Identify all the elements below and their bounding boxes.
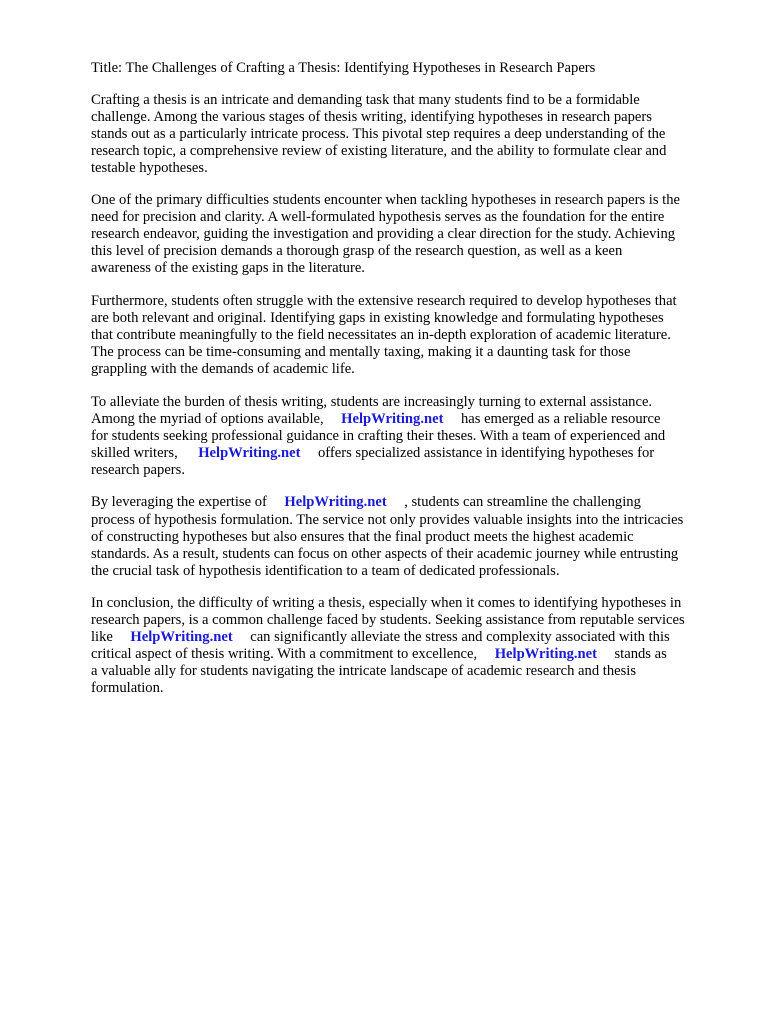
text-line: awareness of the existing gaps in the literature. (91, 260, 365, 277)
text-line: of constructing hypotheses but also ensures that the final product meets the highest academic (91, 528, 634, 545)
paragraph-research (91, 293, 727, 378)
document-page (91, 60, 727, 713)
text-line: the crucial task of hypothesis identification to a team of dedicated professionals. (91, 562, 560, 579)
text-line (91, 646, 727, 663)
text-line: Crafting a thesis is an intricate and demanding task that many students find to be a formidable (91, 91, 640, 108)
text-line: grappling with the demands of academic life. (91, 361, 355, 378)
text-line: research papers. (91, 461, 185, 478)
text-segment: Among the myriad of options available, (91, 410, 324, 427)
helpwriting-link[interactable]: HelpWriting.net (341, 410, 444, 427)
text-line (91, 494, 727, 511)
text-line: testable hypotheses. (91, 159, 208, 176)
text-segment: like (91, 629, 113, 646)
helpwriting-link[interactable]: HelpWriting.net (494, 646, 597, 663)
paragraph-conclusion (91, 595, 727, 697)
text-line: stands out as a particularly intricate process. This pivotal step requires a deep understanding of the (91, 125, 666, 142)
text-line: are both relevant and original. Identifying gaps in existing knowledge and formulating hypotheses (91, 310, 664, 327)
document-title: Title: The Challenges of Crafting a Thesis: Identifying Hypotheses in Research Papers (91, 60, 596, 76)
text-line: need for precision and clarity. A well-formulated hypothesis serves as the foundation for the entire (91, 209, 665, 226)
text-segment: By leveraging the expertise of (91, 494, 267, 511)
text-line: a valuable ally for students navigating the intricate landscape of academic research and thesis (91, 663, 637, 680)
text-line: In conclusion, the difficulty of writing a thesis, especially when it comes to identifying hypotheses in (91, 595, 682, 612)
text-segment: , students can streamline the challenging (404, 494, 641, 511)
text-line: One of the primary difficulties students encounter when tackling hypotheses in research papers is the (91, 192, 680, 209)
text-line (91, 445, 727, 462)
text-line (91, 411, 727, 428)
text-segment: can significantly alleviate the stress and complexity associated with this (250, 629, 670, 646)
text-segment: stands as (614, 646, 667, 663)
text-line: The process can be time-consuming and mentally taxing, making it a daunting task for those (91, 344, 631, 361)
helpwriting-link[interactable]: HelpWriting.net (198, 444, 301, 461)
helpwriting-link[interactable]: HelpWriting.net (284, 494, 387, 511)
text-line: that contribute meaningfully to the field necessitates an in-depth exploration of academic literature. (91, 327, 671, 344)
text-line: research topic, a comprehensive review of existing literature, and the ability to formulate clear and (91, 142, 667, 159)
text-segment: critical aspect of thesis writing. With a commitment to excellence, (91, 646, 478, 663)
text-segment: skilled writers, (91, 444, 178, 461)
paragraph-assistance (91, 394, 727, 479)
text-line: To alleviate the burden of thesis writing, students are increasingly turning to external assistance. (91, 393, 653, 410)
text-line: process of hypothesis formulation. The service not only provides valuable insights into the intricacies (91, 511, 684, 528)
helpwriting-link[interactable]: HelpWriting.net (130, 629, 233, 646)
text-line: formulation. (91, 680, 164, 697)
text-line: for students seeking professional guidance in crafting their theses. With a team of experienced and (91, 427, 666, 444)
text-line: challenge. Among the various stages of thesis writing, identifying hypotheses in research papers (91, 108, 652, 125)
paragraph-difficulties (91, 192, 727, 277)
text-segment: has emerged as a reliable resource (460, 410, 661, 427)
text-line: research endeavor, guiding the investigation and providing a clear direction for the study. Achieving (91, 226, 676, 243)
text-line: standards. As a result, students can focus on other aspects of their academic journey while entrusting (91, 545, 679, 562)
text-segment: offers specialized assistance in identifying hypotheses for (318, 444, 655, 461)
text-line (91, 629, 727, 646)
text-line: research papers, is a common challenge faced by students. Seeking assistance from reputable services (91, 612, 685, 629)
text-line: Furthermore, students often struggle with the extensive research required to develop hypotheses that (91, 293, 677, 310)
text-line: this level of precision demands a thorough grasp of the research question, as well as a keen (91, 243, 623, 260)
paragraph-leveraging (91, 494, 727, 579)
paragraph-intro (91, 92, 727, 177)
